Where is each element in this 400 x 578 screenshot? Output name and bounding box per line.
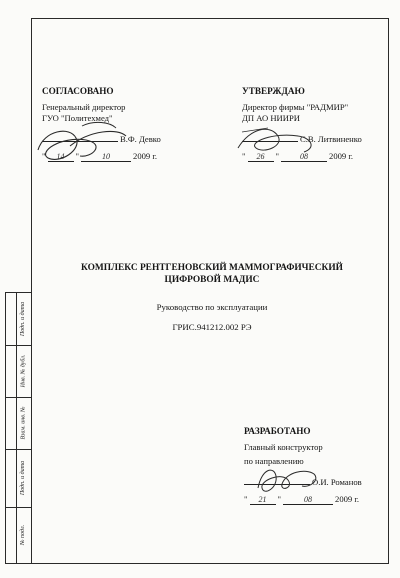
approved-date: " 26 " 08 2009 г. (242, 151, 354, 161)
side-label-dup-inv: Инв. № дубл. (20, 354, 27, 388)
approved-position: Директор фирмы "РАДМИР" (242, 102, 349, 112)
approved-date-month: 08 (281, 151, 327, 162)
approved-signature-scribble (228, 118, 328, 168)
approved-date-day: 26 (248, 151, 274, 162)
side-label-sign-date-1: Подп. и дата (20, 301, 27, 337)
agreed-date: " 14 " 10 2009 г. (42, 151, 158, 161)
developed-date-month: 08 (283, 494, 333, 505)
agreed-date-month: 10 (81, 151, 131, 162)
agreed-date-day: 14 (48, 151, 74, 162)
document-title (62, 262, 362, 286)
document-title-line-2: ЦИФРОВОЙ МАДИС (164, 275, 260, 285)
document-title-line-1: КОМПЛЕКС РЕНТГЕНОВСКИЙ МАММОГРАФИЧЕСКИЙ (81, 263, 343, 273)
approved-signatory: С.В. Литвиненко (300, 134, 362, 144)
developed-date-day: 21 (250, 494, 276, 505)
side-stamp-table (5, 292, 31, 564)
side-label-original-inv: № подл. (20, 524, 27, 546)
document-type: Руководство по эксплуатации (156, 302, 268, 312)
developed-signatory: О.И. Романов (312, 477, 362, 487)
side-label-sign-date-2: Подп. и дата (20, 460, 27, 496)
approved-date-year: 2009 г. (329, 151, 354, 161)
developed-heading: РАЗРАБОТАНО (244, 426, 311, 436)
developed-direction: по направлению (244, 456, 304, 466)
agreed-heading: СОГЛАСОВАНО (42, 86, 114, 96)
document-code: ГРИС.941212.002 РЭ (172, 322, 252, 332)
agreed-position: Генеральный директор (42, 102, 126, 112)
developed-signature-scribble (252, 462, 332, 502)
developed-date: " 21 " 08 2009 г. (244, 494, 360, 504)
developed-date-year: 2009 г. (335, 494, 360, 504)
developed-position: Главный конструктор (244, 442, 323, 452)
agreed-organization: ГУО "Политехмед" (42, 113, 113, 123)
approved-heading: УТВЕРЖДАЮ (242, 86, 305, 96)
agreed-signatory: В.Ф. Девко (120, 134, 161, 144)
approved-organization: ДП АО НИИРИ (242, 113, 300, 123)
side-label-replace-inv: Взам. инв. № (20, 406, 27, 440)
agreed-date-year: 2009 г. (133, 151, 158, 161)
agreed-signature-scribble (30, 118, 140, 178)
